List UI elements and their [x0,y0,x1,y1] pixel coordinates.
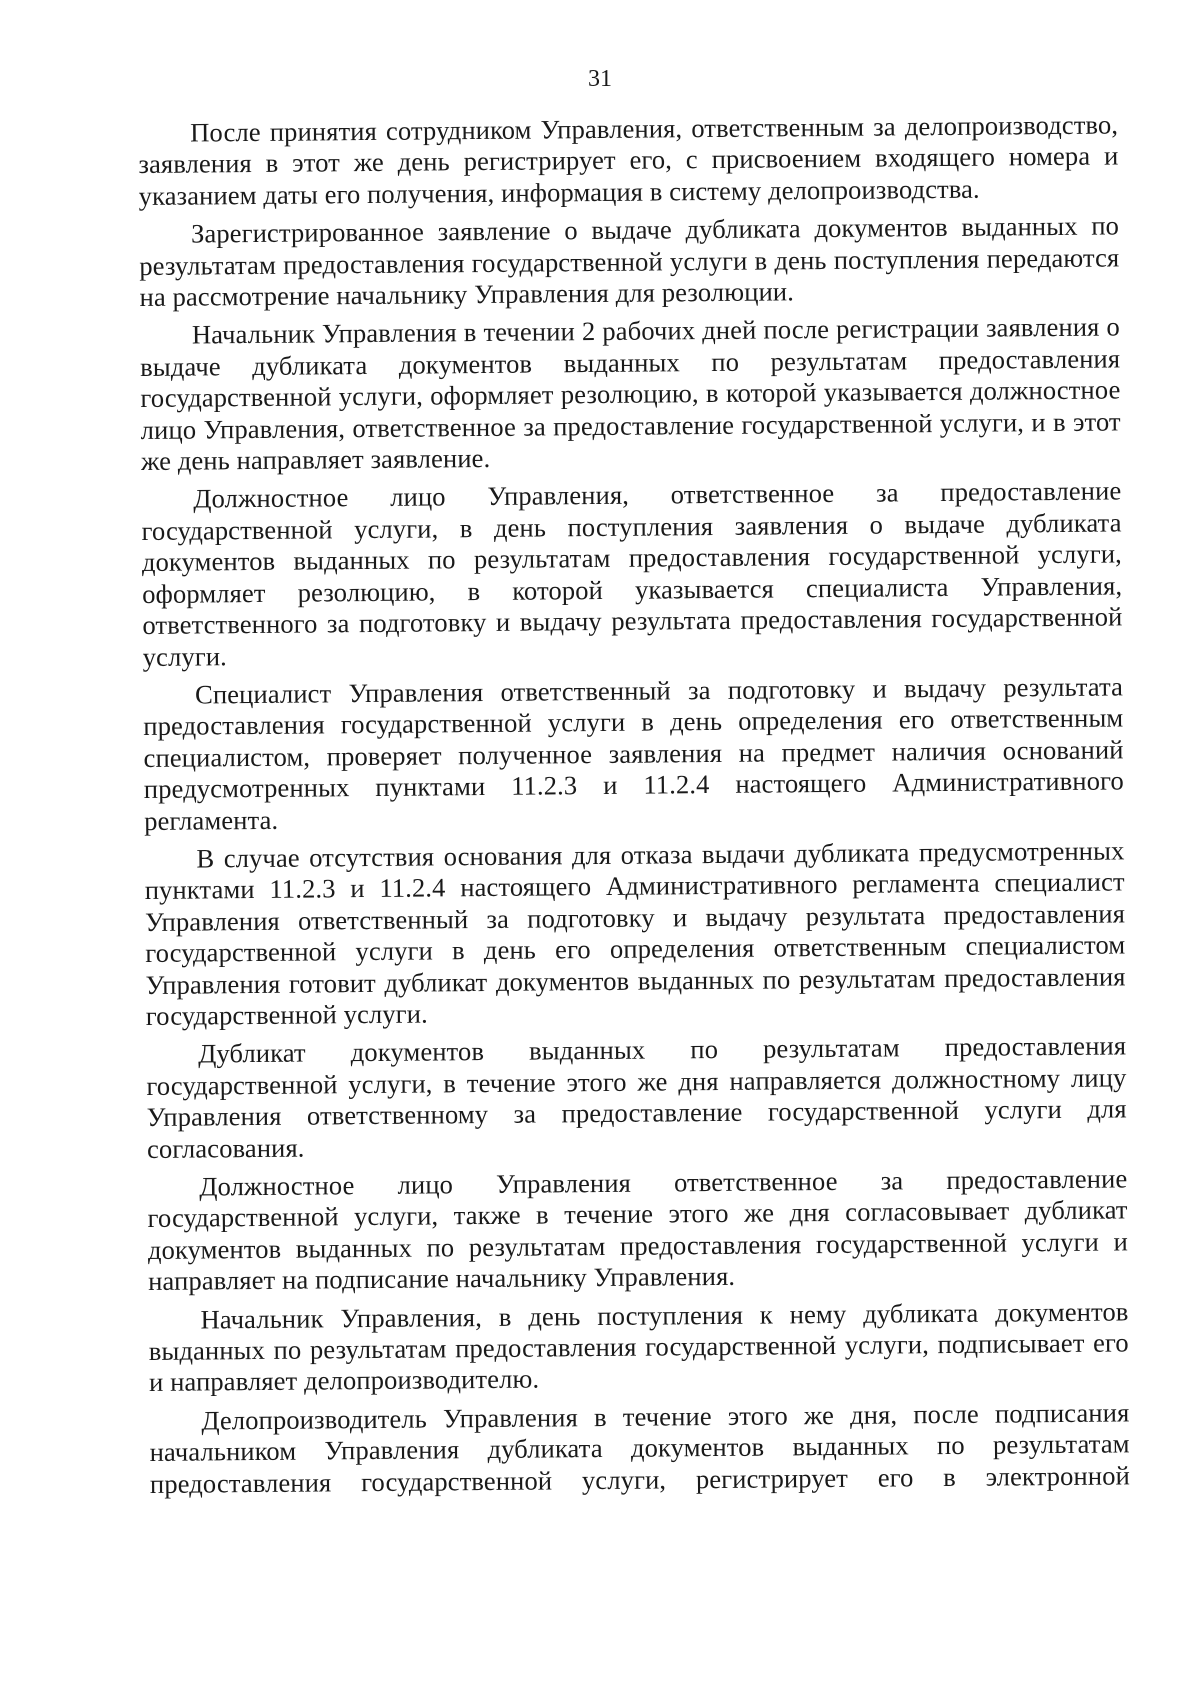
paragraph-official-resolution: Должностное лицо Управления, ответственное за предоставление государственной услуги, в день поступления заявления о выдаче дубликата документов выданных по результатам предоставления государственной услуги, оформляет резолюцию, в которой указывается специалиста Управления, ответственного за подготовку и выдачу результата предоставления государственной услуги. [141,475,1123,672]
paragraph-official-approval: Должностное лицо Управления ответственное за предоставление государственной услуги, также в течение этого же дня согласовывает дубликат документов выданных по результатам предоставления государственной услуги и направляет на подписание начальнику Управления. [147,1163,1128,1297]
paragraph-registered-application: Зарегистрированное заявление о выдаче дубликата документов выданных по результатам предоставления государственной услуги в день поступления передаются на рассмотрение начальнику Управления для резолюции. [139,210,1120,313]
paragraph-head-signing: Начальник Управления, в день поступления к нему дубликата документов выданных по результатам предоставления государственной услуги, подписывает его и направляет делопроизводителю. [148,1296,1129,1398]
paragraph-duplicate-sent: Дубликат документов выданных по результатам предоставления государственной услуги, в течение этого же дня направляется должностному лицу Управления ответственному за предоставление государственной услуги для согласования. [146,1030,1127,1164]
paragraph-head-resolution: Начальник Управления в течении 2 рабочих дней после регистрации заявления о выдаче дубликата документов выданных по результатам предоставления государственной услуги, оформляет резолюцию, в которой указывается должностное лицо Управления, ответственное за предоставление государственной услуги, и в этот же день направляет заявление. [140,311,1121,477]
document-body [138,109,1130,1507]
paragraph-specialist-check: Специалист Управления ответственный за подготовку и выдачу результата предоставления государственной услуги в день определения его ответственным специалистом, проверяет полученное заявления на предмет наличия оснований предусмотренных пунктами 11.2.3 и 11.2.4 настоящего Административного регламента. [143,671,1124,836]
paragraph-registration: После принятия сотрудником Управления, ответственным за делопроизводство, заявления в этот же день регистрирует его, с присвоением входящего номера и указанием даты его получения, информация в систему делопроизводства. [138,109,1119,211]
page-number: 31 [588,66,612,92]
paragraph-clerk-registration: Делопроизводитель Управления в течение этого же дня, после подписания начальником Управления дубликата документов выданных по результатам предоставления государственной услуги, регистрирует его в электронной [149,1397,1131,1499]
paragraph-no-refusal: В случае отсутствия основания для отказа выдачи дубликата предусмотренных пунктами 11.2.3 и 11.2.4 настоящего Административного регламента специалист Управления ответственный за подготовку и выдачу результата предоставления государственной услуги в день его определения ответственным специалистом Управления готовит дубликат документов выданных по результатам предоставления государственной услуги. [144,835,1126,1031]
